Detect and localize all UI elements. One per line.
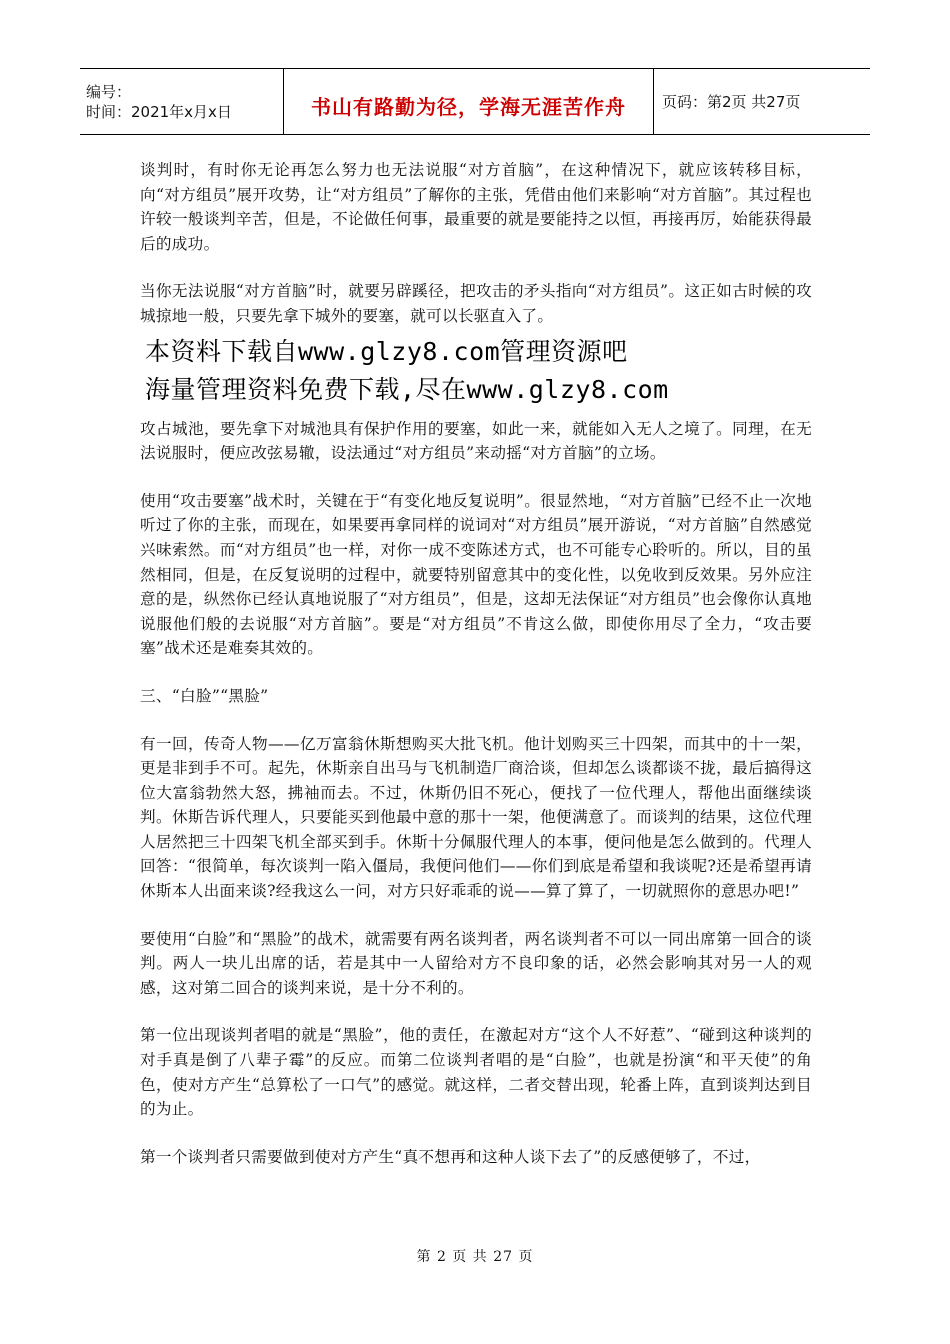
paragraph: 要使用“白脸”和“黑脸”的战术，就需要有两名谈判者，两名谈判者不可以一同出席第一回合的谈判。两人一块儿出席的话，若是其中一人留给对方不良印象的话，必然会影响其对另一人的观感，这对第二回合的谈判来说，是十分不利的。 xyxy=(140,929,812,997)
watermark-line: 本资料下载自www.glzy8.com管理资源吧 xyxy=(145,336,628,366)
watermark-line: 海量管理资料免费下载,尽在www.glzy8.com xyxy=(145,374,669,404)
document-number-label: 编号： xyxy=(86,82,132,101)
paragraph: 攻占城池，要先拿下对城池具有保护作用的要塞，如此一来，就能如入无人之境了。同理，在无法说服时，便应改弦易辙，设法通过“对方组员”来动摇“对方首脑”的立场。 xyxy=(140,419,812,463)
paragraph: 使用“攻击要塞”战术时，关键在于“有变化地反复说明”。很显然地，“对方首脑”已经不止一次地听过了你的主张，而现在，如果要再拿同样的说词对“对方组员”展开游说，“对方首脑”自然感觉兴味索然。而“对方组员”也一样，对你一成不变陈述方式，也不可能专心聆听的。所以，目的虽然相同，但是，在反复说明的过程中，就要特别留意其中的变化性，以免收到反效果。另外应注意的是，纵然你已经认真地说服了“对方组员”，但是，这却无法保证“对方组员”也会像你认真地说服他们般的去说服“对方首脑”。要是“对方组员”不肯这么做，即使你用尽了全力，“攻击要塞”战术还是难奏其效的。 xyxy=(140,491,812,658)
paragraph: 谈判时，有时你无论再怎么努力也无法说服“对方首脑”，在这种情况下，就应该转移目标，向“对方组员”展开攻势，让“对方组员”了解你的主张，凭借由他们来影响“对方首脑”。其过程也许较一般谈判辛苦，但是，不论做任何事，最重要的就是要能持之以恒，再接再厉，始能获得最后的成功。 xyxy=(140,161,812,253)
paragraph: 有一回，传奇人物——亿万富翁休斯想购买大批飞机。他计划购买三十四架，而其中的十一架，更是非到手不可。起先，休斯亲自出马与飞机制造厂商洽谈，但却怎么谈都谈不拢，最后搞得这位大富翁勃然大怒，拂袖而去。不过，休斯仍旧不死心，便找了一位代理人，帮他出面继续谈判。休斯告诉代理人，只要能买到他最中意的那十一架，他便满意了。而谈判的结果，这位代理人居然把三十四架飞机全部买到手。休斯十分佩服代理人的本事，便问他是怎么做到的。代理人回答：“很简单，每次谈判一陷入僵局，我便问他们——你们到底是希望和我谈呢?还是希望再请休斯本人出面来谈?经我这么一问，对方只好乖乖的说——算了算了，一切就照你的意思办吧!” xyxy=(140,734,812,901)
page-header xyxy=(80,68,870,135)
page-footer: 第 2 页 共 27 页 xyxy=(416,1249,534,1265)
watermark-stamp xyxy=(145,333,812,409)
section-heading: 三、“白脸”“黑脸” xyxy=(140,686,269,705)
header-meta xyxy=(80,69,284,134)
paragraph: 当你无法说服“对方首脑”时，就要另辟蹊径，把攻击的矛头指向“对方组员”。这正如古时候的攻城掠地一般，只要先拿下城外的要塞，就可以长驱直入了。 xyxy=(140,282,812,325)
paragraph: 第一个谈判者只需要做到使对方产生“真不想再和这种人谈下去了”的反感便够了，不过， xyxy=(140,1147,761,1166)
header-page-number: 页码：第2页 共27页 xyxy=(662,93,801,111)
document-body xyxy=(140,158,812,1192)
header-motto: 书山有路勤为径，学海无涯苦作舟 xyxy=(284,69,654,134)
document-date-label: 时间：2021年x月x日 xyxy=(86,102,232,121)
paragraph: 第一位出现谈判者唱的就是“黑脸”，他的责任，在激起对方“这个人不好惹”、“碰到这种谈判的对手真是倒了八辈子霉”的反应。而第二位谈判者唱的是“白脸”，也就是扮演“和平天使”的角色，使对方产生“总算松了一口气”的感觉。就这样，二者交替出现，轮番上阵，直到谈判达到目的为止。 xyxy=(140,1026,812,1119)
